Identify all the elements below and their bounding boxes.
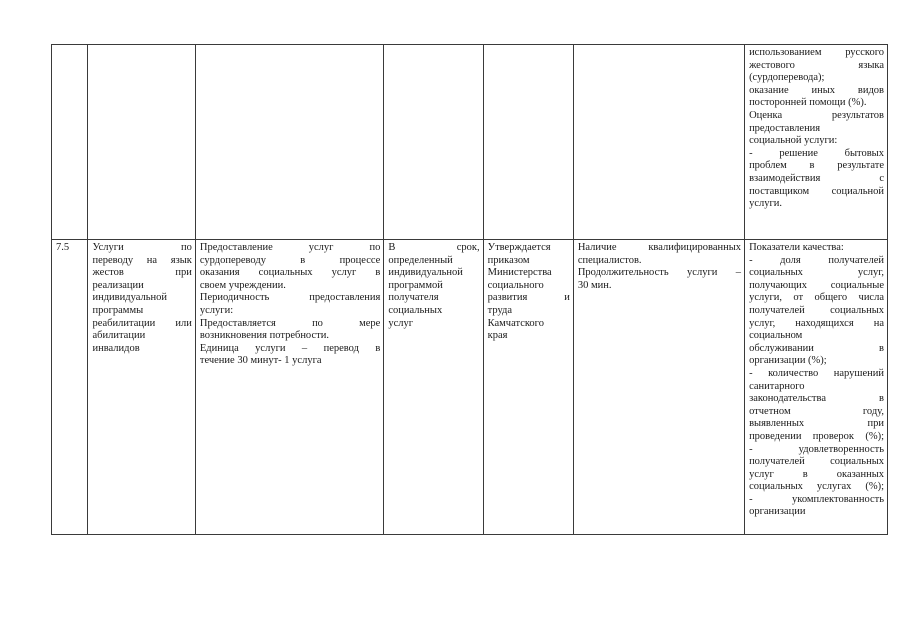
text-line: труда: [487, 304, 513, 316]
text-line: услуг, находящихся на: [749, 317, 884, 329]
text-line: абилитации: [92, 330, 146, 342]
text-line: Продолжительность услуги –: [577, 267, 742, 279]
cell-indicators: [745, 45, 888, 240]
text-line: жестов при: [92, 267, 192, 279]
text-line: оказание иных видов: [749, 84, 884, 96]
cell-price: [483, 240, 573, 535]
text-line: Министерства: [487, 267, 552, 279]
text-line: социальном: [749, 330, 803, 342]
text-line: получателя: [388, 292, 439, 304]
text-line: проблем в результате: [749, 160, 884, 172]
text-line: отчетном году,: [749, 405, 884, 417]
text-line: переводу на язык: [92, 254, 192, 266]
text-line: Наличие квалифицированных: [577, 242, 742, 253]
cell-conditions: [573, 240, 744, 535]
text-line: получателей социальных: [749, 304, 884, 316]
cell-number: [52, 240, 88, 535]
text-line: организации (%);: [749, 355, 827, 367]
text-line: услуги, от общего числа: [749, 292, 884, 304]
text-line: программы: [92, 304, 144, 316]
text-line: Оценка результатов: [749, 109, 884, 121]
text-line: В срок,: [388, 242, 480, 253]
text-line: Единица услуги – перевод в: [199, 342, 381, 354]
text-line: предоставления: [749, 122, 821, 134]
text-line: поставщиком социальной: [749, 185, 884, 197]
text-line: обслуживании в: [749, 342, 884, 354]
text-line: использованием русского: [749, 47, 884, 58]
text-line: реализации: [92, 279, 144, 291]
text-line: Утверждается: [487, 242, 551, 253]
text-line: - доля получателей: [749, 254, 884, 266]
text-line: оказания социальных услуг в: [199, 267, 381, 279]
table-row-service-7-5: [52, 240, 888, 535]
cell-description: [195, 45, 383, 240]
text-line: проведении проверок (%);: [749, 430, 884, 442]
text-line: развития и: [487, 292, 570, 304]
text-line: приказом: [487, 254, 530, 266]
text-line: Услуги по: [92, 242, 192, 253]
text-line: - удовлетворенность: [749, 443, 884, 455]
cell-price: [483, 45, 573, 240]
text-line: реабилитации или: [92, 317, 192, 329]
text-line: сурдопереводу в процессе: [199, 254, 381, 266]
text-line: получающих социальные: [749, 279, 884, 291]
text-line: получателей социальных: [749, 456, 884, 468]
text-line: посторонней помощи (%).: [749, 97, 867, 109]
text-line: течение 30 минут- 1 услуга: [199, 355, 322, 367]
text-line: услуг в оказанных: [749, 468, 884, 480]
text-line: 30 мин.: [577, 279, 612, 291]
text-line: - количество нарушений: [749, 367, 884, 379]
services-table: [51, 44, 888, 535]
cell-conditions: [573, 45, 744, 240]
cell-service-name: [88, 45, 195, 240]
text-line: услуги:: [199, 304, 234, 316]
table-row-continuation: [52, 45, 888, 240]
text-line: взаимодействия с: [749, 172, 884, 184]
text-line: - решение бытовых: [749, 147, 884, 159]
cell-number: [52, 45, 88, 240]
text-line: социальных услуг,: [749, 267, 884, 279]
text-line: законодательства в: [749, 393, 884, 405]
text-line: края: [487, 330, 508, 342]
text-line: Предоставляется по мере: [199, 317, 381, 329]
text-line: Камчатского: [487, 317, 544, 329]
text-line: Периодичность предоставления: [199, 292, 381, 304]
text-line: индивидуальной: [92, 292, 167, 304]
text-line: Предоставление услуг по: [199, 242, 381, 253]
text-line: программой: [388, 279, 443, 291]
text-line: социального: [487, 279, 544, 291]
text-line: санитарного: [749, 380, 805, 392]
text-line: своем учреждении.: [199, 279, 286, 291]
cell-term: [384, 240, 483, 535]
text-line: специалистов.: [577, 254, 642, 266]
cell-indicators: [745, 240, 888, 535]
text-line: услуги.: [749, 198, 783, 210]
text-line: инвалидов: [92, 342, 140, 354]
cell-description: [195, 240, 383, 535]
text-line: Показатели качества:: [749, 242, 844, 253]
text-line: организации: [749, 506, 806, 518]
text-line: жестового языка: [749, 59, 884, 71]
text-line: возникновения потребности.: [199, 330, 329, 342]
text-line: определенный: [388, 254, 453, 266]
cell-service-name: [88, 240, 195, 535]
text-line: индивидуальной: [388, 267, 463, 279]
text-line: (сурдоперевода);: [749, 72, 825, 84]
text-line: услуг: [388, 317, 414, 329]
cell-term: [384, 45, 483, 240]
text-line: социальных услугах (%);: [749, 481, 884, 493]
text-line: выявленных при: [749, 418, 884, 430]
text-line: социальных: [388, 304, 443, 316]
text-line: социальной услуги:: [749, 135, 838, 147]
text-line: - укомплектованность: [749, 493, 884, 505]
row-number: 7.5: [56, 242, 70, 253]
